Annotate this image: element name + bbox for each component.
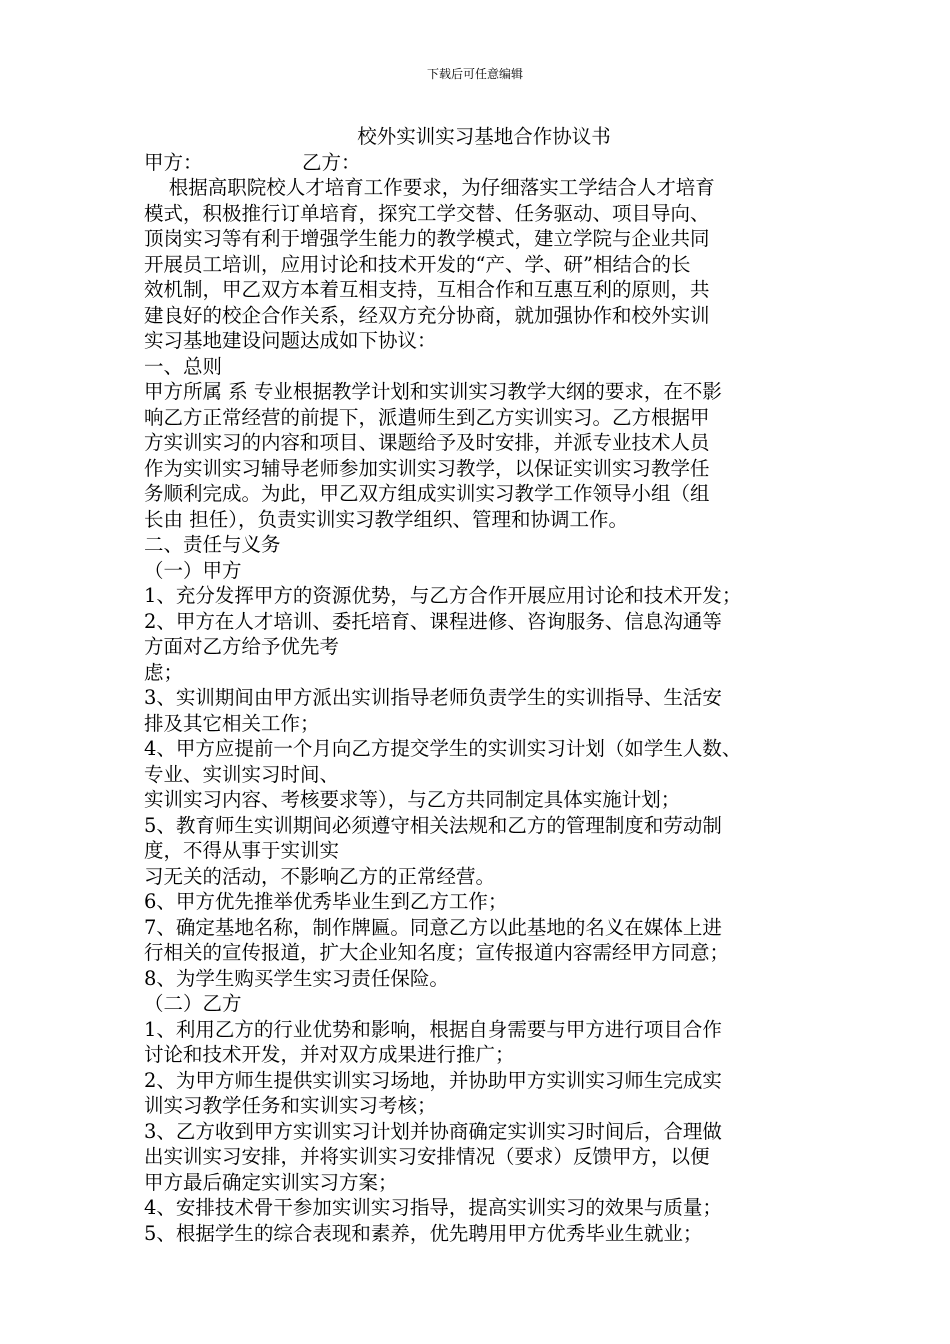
text-line: 排及其它相关工作； [144, 711, 320, 735]
text-line: 甲方所属 系 专业根据教学计划和实训实习教学大纲的要求，在不影 [144, 380, 722, 403]
text-line: 务顺利完成。为此，甲乙双方组成实训实习教学工作领导小组（组 [144, 482, 710, 505]
text-line: 5、教育师生实训期间必须遵守相关法规和乙方的管理制度和劳动制 [144, 813, 722, 837]
text-line: 一、总则 [144, 354, 223, 378]
text-line: 讨论和技术开发，并对双方成果进行推广； [144, 1043, 515, 1066]
text-line: 6、甲方优先推举优秀毕业生到乙方工作； [144, 890, 508, 913]
text-line: 度，不得从事于实训实 [144, 839, 340, 862]
text-line: 方实训实习的内容和项目、课题给予及时安排，并派专业技术人员 [144, 431, 710, 454]
text-line: 3、乙方收到甲方实训实习计划并协商确定实训实习时间后，合理做 [144, 1119, 722, 1143]
text-line: 效机制，甲乙双方本着互相支持，互相合作和互惠互利的原则，共 [144, 278, 710, 301]
text-line: 5、根据学生的综合表现和素养，优先聘用甲方优秀毕业生就业； [144, 1221, 703, 1245]
text-line: 1、充分发挥甲方的资源优势，与乙方合作开展应用讨论和技术开发； [144, 584, 742, 607]
text-line: 3、实训期间由甲方派出实训指导老师负责学生的实训指导、生活安 [144, 686, 722, 709]
text-line: （二）乙方 [144, 992, 242, 1015]
text-line: 二、责任与义务 [144, 533, 281, 556]
agreement-text [144, 175, 824, 1246]
text-line: 实训实习内容、考核要求等），与乙方共同制定具体实施计划； [144, 788, 681, 811]
text-line: 4、甲方应提前一个月向乙方提交学生的实训实习计划（如学生人数、 [144, 737, 742, 760]
party-a-label: 甲方： [144, 150, 203, 174]
text-line: 响乙方正常经营的前提下，派遣师生到乙方实训实习。乙方根据甲 [144, 405, 710, 429]
text-line: 2、为甲方师生提供实训实习场地，并协助甲方实训实习师生完成实 [144, 1068, 722, 1092]
document-title: 校外实训实习基地合作协议书 [357, 125, 611, 148]
text-line: 虑； [144, 660, 184, 684]
text-line: 训实习教学任务和实训实习考核； [144, 1094, 437, 1117]
text-line: 实习基地建设问题达成如下协议： [144, 329, 437, 352]
text-line: 出实训实习安排，并将实训实习安排情况（要求）反馈甲方，以便 [144, 1145, 710, 1168]
text-line: 长由 担任），负责实训实习教学组织、管理和协调工作。 [144, 507, 628, 531]
text-line: 1、利用乙方的行业优势和影响，根据自身需要与甲方进行项目合作 [144, 1017, 722, 1041]
text-line: 作为实训实习辅导老师参加实训实习教学，以保证实训实习教学任 [144, 456, 710, 480]
text-line: 根据高职院校人才培育工作要求，为仔细落实工学结合人才培育 [144, 176, 715, 199]
text-line: 开展员工培训，应用讨论和技术开发的“产、学、研”相结合的长 [144, 252, 691, 276]
text-line: 顶岗实习等有利于增强学生能力的教学模式，建立学院与企业共同 [144, 227, 710, 250]
text-line: 习无关的活动，不影响乙方的正常经营。 [144, 864, 496, 888]
party-b-label: 乙方： [302, 150, 361, 174]
text-line: 4、安排技术骨干参加实训实习指导，提高实训实习的效果与质量； [144, 1196, 722, 1219]
text-line: （一）甲方 [144, 558, 242, 582]
text-line: 2、甲方在人才培训、委托培育、课程进修、咨询服务、信息沟通等 [144, 609, 722, 633]
text-line: 行相关的宣传报道，扩大企业知名度；宣传报道内容需经甲方同意； [144, 941, 730, 964]
text-line: 7、确定基地名称，制作牌匾。同意乙方以此基地的名义在媒体上进 [144, 915, 722, 939]
text-line: 8、为学生购买学生实习责任保险。 [144, 966, 449, 990]
text-line: 模式，积极推行订单培育，探究工学交替、任务驱动、项目导向、 [144, 201, 710, 225]
text-line: 方面对乙方给予优先考 [144, 635, 340, 658]
text-line: 建良好的校企合作关系，经双方充分协商，就加强协作和校外实训 [144, 303, 710, 327]
text-line: 专业、实训实习时间、 [144, 762, 340, 786]
header-note: 下载后可任意编辑 [426, 67, 523, 81]
text-line: 甲方最后确定实训实习方案； [144, 1170, 398, 1194]
document-body [144, 124, 824, 1246]
parties-line [144, 150, 824, 176]
